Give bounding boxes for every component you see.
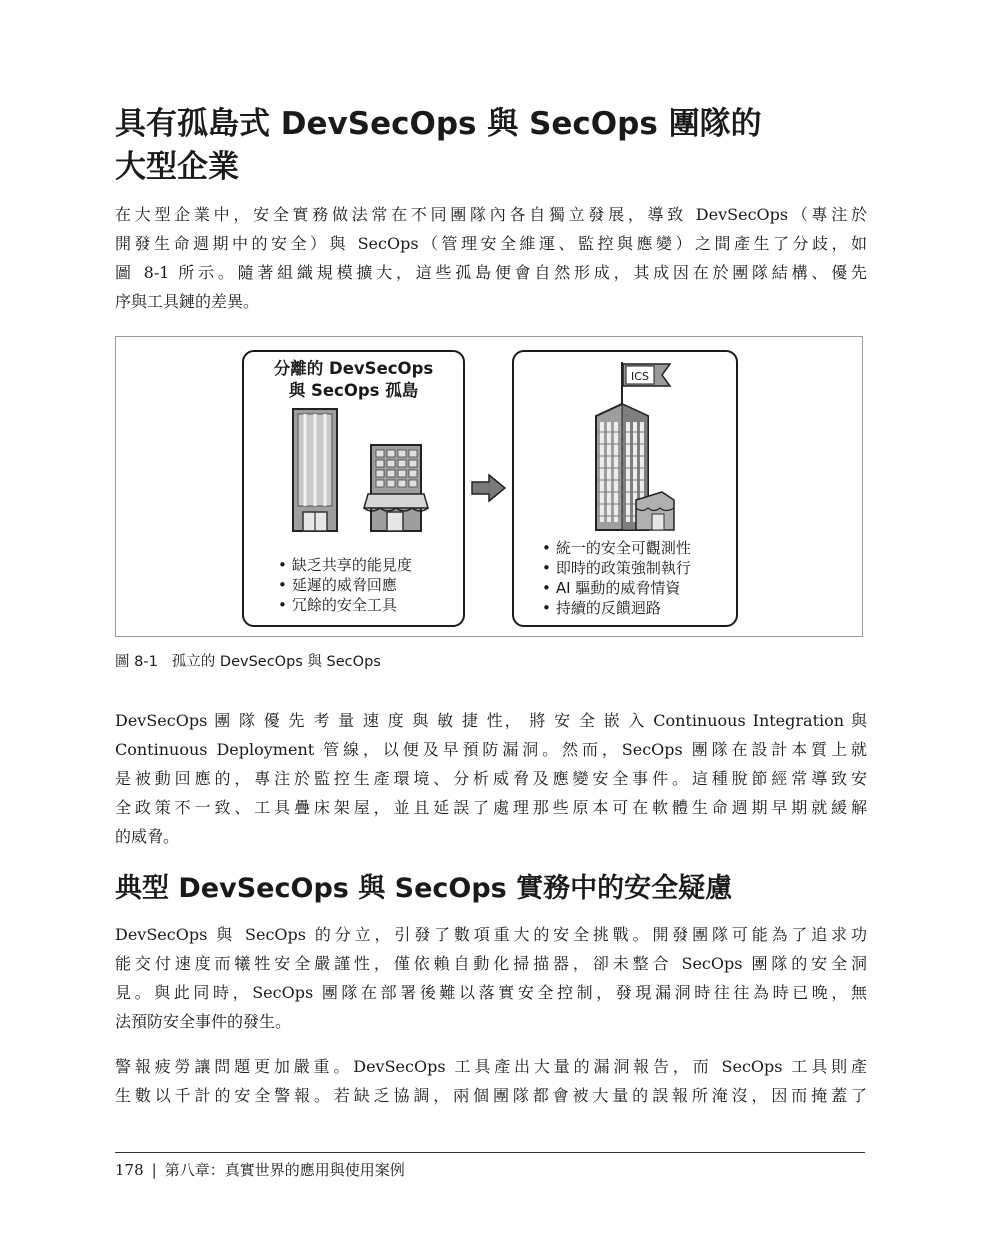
- figure-8-1: [115, 336, 863, 637]
- paragraph-line: 法預防安全事件的發生。: [115, 1012, 292, 1031]
- section-title-line-1: 具有孤島式 DevSecOps 與 SecOps 團隊的: [115, 106, 762, 142]
- subsection-title: 典型 DevSecOps 與 SecOps 實務中的安全疑慮: [115, 873, 733, 904]
- page-footer: [115, 1159, 405, 1180]
- flag-icon: [623, 364, 670, 386]
- figure-caption-text: 孤立的 DevSecOps 與 SecOps: [171, 654, 381, 670]
- list-item: • 缺乏共享的能見度: [278, 555, 412, 575]
- paragraph-line: 序與工具鏈的差異。: [115, 292, 260, 311]
- figure-number: 圖 8-1: [115, 654, 158, 670]
- tall-building-icon: [293, 409, 337, 531]
- paragraph-line: DevSecOps 團 隊 優 先 考 量 速 度 與 敏 捷 性， 將 安 全 嵌 入 Continuous Integration 與: [115, 711, 867, 730]
- paragraph-alert-fatigue: [115, 1052, 867, 1110]
- siloed-issues-list: [278, 555, 412, 615]
- unified-building-icon: [592, 360, 676, 532]
- page-number: 178: [115, 1161, 144, 1179]
- unified-team-panel: [512, 350, 738, 627]
- siloed-panel-title-line-2: 與 SecOps 孤島: [288, 381, 419, 400]
- list-item: • 統一的安全可觀測性: [542, 538, 691, 558]
- footer-separator: |: [151, 1161, 157, 1179]
- flag-label: ICS: [631, 370, 649, 383]
- store-building-icon: [364, 445, 428, 531]
- list-item: • 冗餘的安全工具: [278, 595, 412, 615]
- figure-caption: [115, 650, 381, 671]
- siloed-panel-title: [244, 358, 463, 402]
- footer-divider: [115, 1152, 865, 1153]
- paragraph-line: 圖 8-1 所示。隨著組織規模擴大，這些孤島便會自然形成，其成因在於團隊結構、優先: [115, 263, 867, 282]
- list-item: • AI 驅動的威脅情資: [542, 578, 691, 598]
- arrow-right-icon: [471, 473, 507, 503]
- paragraph-line: 開發生命週期中的安全）與 SecOps（管理安全維運、監控與應變）之間產生了分歧，如: [115, 234, 867, 253]
- chapter-title: 第八章：真實世界的應用與使用案例: [164, 1161, 405, 1179]
- siloed-panel-title-line-1: 分離的 DevSecOps: [273, 359, 434, 378]
- paragraph-line: 在大型企業中，安全實務做法常在不同團隊內各自獨立發展，導致 DevSecOps（專注於: [115, 205, 867, 224]
- section-title: [115, 103, 875, 189]
- paragraph-security-challenges: [115, 920, 867, 1036]
- paragraph-line: DevSecOps 與 SecOps 的分立，引發了數項重大的安全挑戰。開發團隊可能為了追求功: [115, 925, 867, 944]
- paragraph-line: 見。與此同時，SecOps 團隊在部署後難以落實安全控制，發現漏洞時往往為時已晚，無: [115, 983, 867, 1002]
- paragraph-line: 全政策不一致、工具疊床架屋，並且延誤了處理那些原本可在軟體生命週期早期就緩解: [115, 798, 867, 817]
- paragraph-line: 生數以千計的安全警報。若缺乏協調，兩個團隊都會被大量的誤報所淹沒，因而掩蓋了: [115, 1086, 867, 1105]
- paragraph-line: 警報疲勞讓問題更加嚴重。DevSecOps 工具產出大量的漏洞報告，而 SecOps 工具則產: [115, 1057, 867, 1076]
- paragraph-line: 是被動回應的，專注於監控生產環境、分析威脅及應變安全事件。這種脫節經常導致安: [115, 769, 867, 788]
- separate-buildings-icon: [288, 408, 438, 538]
- paragraph-line: Continuous Deployment 管線，以便及早預防漏洞。然而，SecOps 團隊在設計本質上就: [115, 740, 867, 759]
- paragraph-devsecops-vs-secops: [115, 706, 867, 851]
- unified-benefits-list: [542, 538, 691, 618]
- paragraph-line: 能交付速度而犧牲安全嚴謹性，僅依賴自動化掃描器，卻未整合 SecOps 團隊的安全洞: [115, 954, 867, 973]
- paragraph-line: 的威脅。: [115, 827, 180, 846]
- siloed-teams-panel: [242, 350, 465, 627]
- intro-paragraph: [115, 200, 867, 316]
- list-item: • 即時的政策強制執行: [542, 558, 691, 578]
- list-item: • 持續的反饋迴路: [542, 598, 691, 618]
- list-item: • 延遲的威脅回應: [278, 575, 412, 595]
- section-title-line-2: 大型企業: [115, 149, 239, 185]
